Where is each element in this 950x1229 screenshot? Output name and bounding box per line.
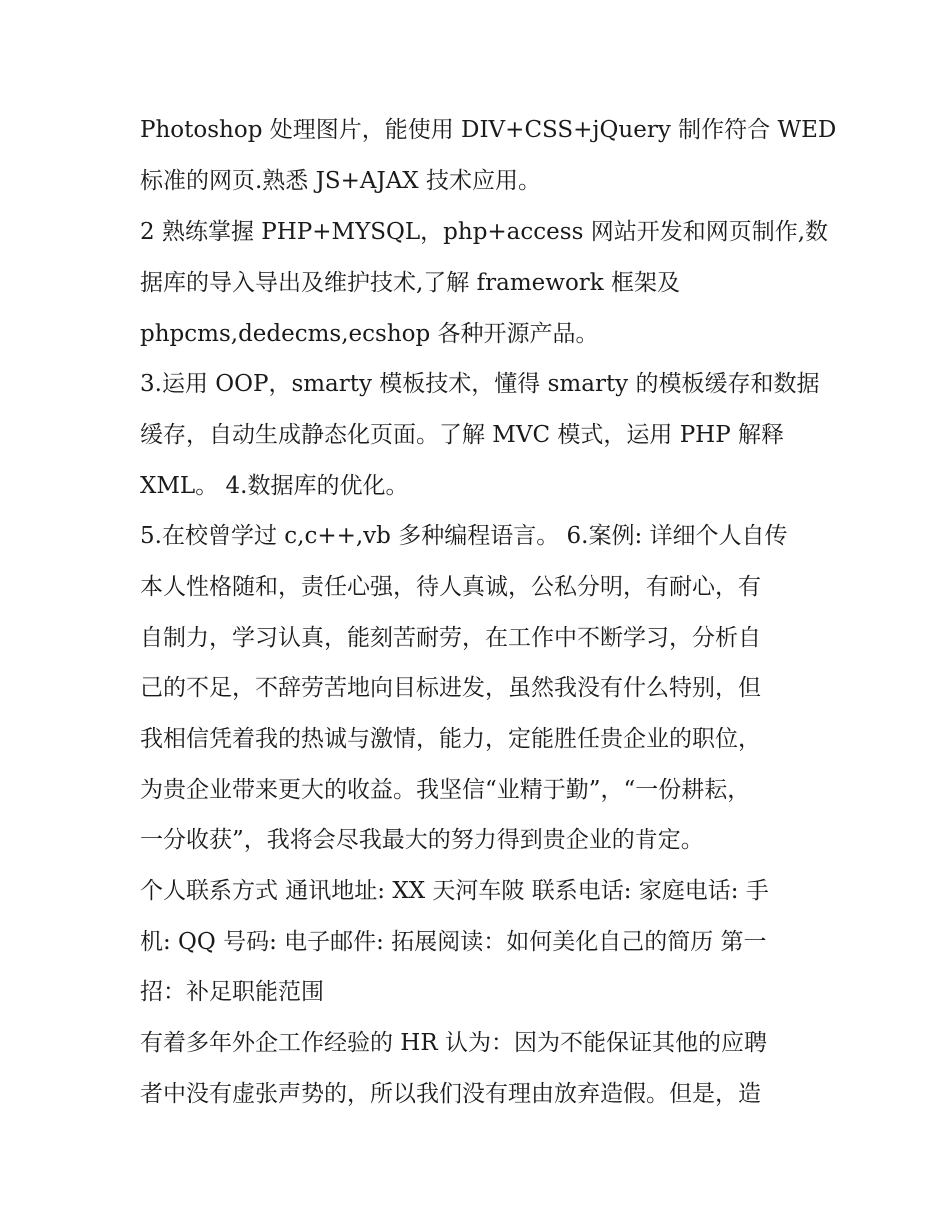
text-line: 自制力，学习认真，能刻苦耐劳，在工作中不断学习，分析自 (140, 625, 761, 651)
text-line: 招：补足职能范围 (140, 979, 324, 1005)
text-line: XML。 4.数据库的优化。 (140, 473, 409, 499)
text-line: Photoshop 处理图片，能使用 DIV+CSS+jQuery 制作符合 WED (140, 117, 837, 143)
text-line: 己的不足，不辞劳苦地向目标进发，虽然我没有什么特别，但 (140, 675, 761, 701)
text-line: 据库的导入导出及维护技术,了解 framework 框架及 (140, 270, 681, 296)
text-line: 我相信凭着我的热诚与激情，能力，定能胜任贵企业的职位， (140, 726, 761, 752)
text-line: 2 熟练掌握 PHP+MYSQL，php+access 网站开发和网页制作,数 (140, 219, 829, 245)
text-line: 5.在校曾学过 c,c++,vb 多种编程语言。 6.案例: 详细个人自传 (140, 523, 788, 549)
text-line: phpcms,dedecms,ecshop 各种开源产品。 (140, 321, 599, 347)
text-line: 3.运用 OOP，smarty 模板技术，懂得 smarty 的模板缓存和数据 (140, 371, 820, 397)
text-line: 标准的网页.熟悉 JS+AJAX 技术应用。 (140, 168, 541, 194)
text-line: 缓存，自动生成静态化页面。了解 MVC 模式，运用 PHP 解释 (140, 422, 785, 448)
text-line: 个人联系方式 通讯地址: XX 天河车陂 联系电话: 家庭电话: 手 (140, 878, 769, 904)
text-line: 机: QQ 号码: 电子邮件: 拓展阅读：如何美化自己的简历 第一 (140, 929, 767, 955)
text-line: 有着多年外企工作经验的 HR 认为：因为不能保证其他的应聘 (140, 1030, 767, 1056)
text-line: 者中没有虚张声势的，所以我们没有理由放弃造假。但是，造 (140, 1081, 761, 1107)
text-line: 一分收获”，我将会尽我最大的努力得到贵企业的肯定。 (140, 827, 704, 853)
text-line: 为贵企业带来更大的收益。我坚信“业精于勤”，“一份耕耘， (140, 777, 751, 803)
text-line: 本人性格随和，责任心强，待人真诚，公私分明，有耐心，有 (140, 574, 761, 600)
